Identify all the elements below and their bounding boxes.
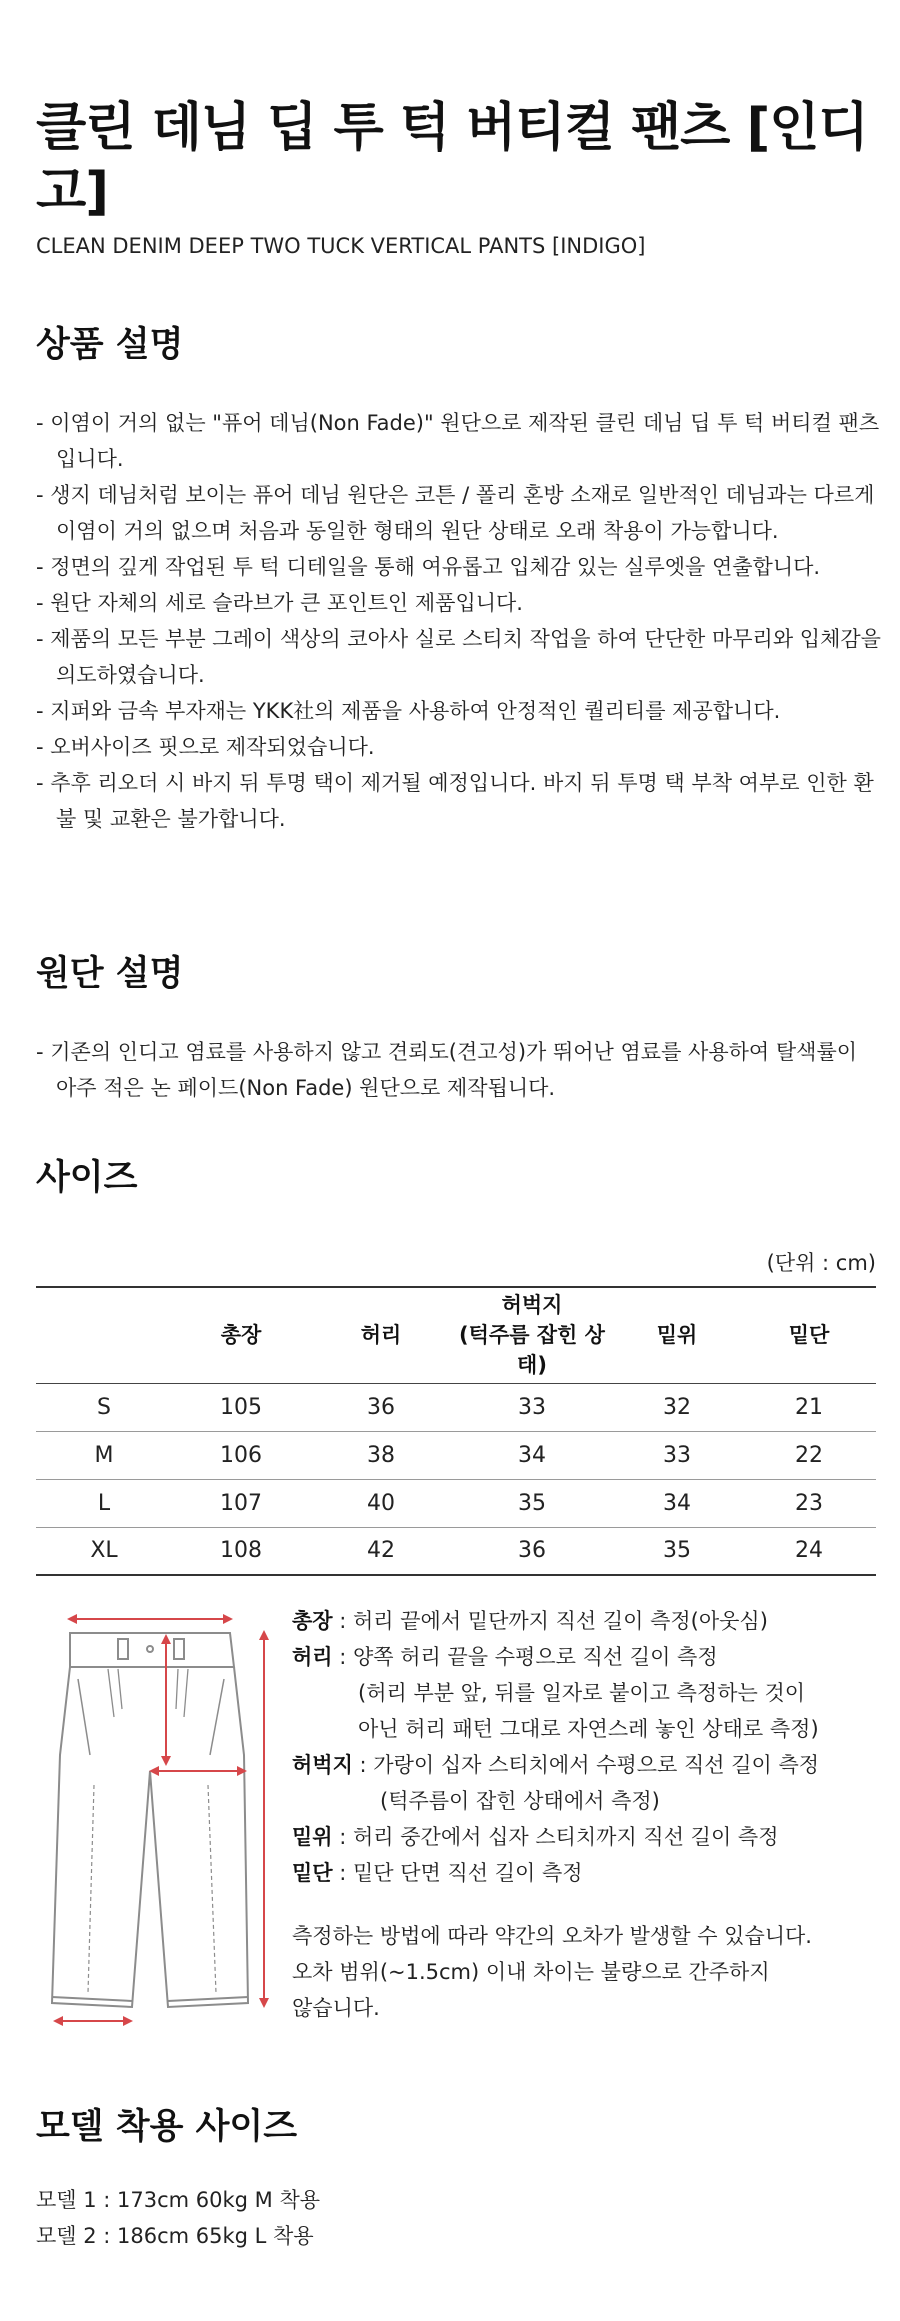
size-heading: 사이즈 <box>36 1158 138 1198</box>
size-table-header <box>36 1287 876 1383</box>
description-item: - 생지 데님처럼 보이는 퓨어 데님 원단은 코튼 / 폴리 혼방 소재로 일반적인 데님과는 다르게 이염이 거의 없으며 처음과 동일한 형태의 원단 상태로 오래 착용이 가능합니다. <box>36 483 875 543</box>
size-table-row <box>36 1527 876 1575</box>
size-label-cell: M <box>94 1442 114 1468</box>
description-heading: 상품 설명 <box>36 325 184 365</box>
size-value-cell: 107 <box>220 1490 262 1516</box>
pants-measurement-diagram <box>48 1605 278 2035</box>
note-line: 않습니다. <box>292 1996 380 2020</box>
description-item: - 정면의 깊게 작업된 투 턱 디테일을 통해 여유롭고 입체감 있는 실루엣을 연출합니다. <box>36 555 821 579</box>
fabric-list <box>36 1034 881 1106</box>
size-value-cell: 34 <box>663 1490 691 1516</box>
size-label-cell: L <box>97 1490 111 1516</box>
description-item: - 이염이 거의 없는 "퓨어 데님(Non Fade)" 원단으로 제작된 클린 데님 딥 투 턱 버티컬 팬츠입니다. <box>36 411 880 471</box>
size-value-cell: 35 <box>518 1490 546 1516</box>
description-item: - 오버사이즈 핏으로 제작되었습니다. <box>36 735 375 759</box>
size-table <box>36 1286 876 1576</box>
size-table-row <box>36 1383 876 1431</box>
guide-thigh: 허벅지 : 가랑이 십자 스티치에서 수평으로 직선 길이 측정 <box>292 1753 820 1777</box>
size-value-cell: 34 <box>518 1442 546 1468</box>
guide-total: 총장 : 허리 끝에서 밑단까지 직선 길이 측정(아웃심) <box>292 1609 768 1633</box>
description-item: - 원단 자체의 세로 슬라브가 큰 포인트인 제품입니다. <box>36 591 523 615</box>
size-value-cell: 23 <box>795 1490 823 1516</box>
guide-thigh-note: (턱주름이 잡힌 상태에서 측정) <box>380 1789 660 1813</box>
description-item: - 제품의 모든 부분 그레이 색상의 코아사 실로 스티치 작업을 하여 단단한 마무리와 입체감을 의도하였습니다. <box>36 627 881 687</box>
size-value-cell: 40 <box>367 1490 395 1516</box>
size-value-cell: 38 <box>367 1442 395 1468</box>
size-table-body <box>36 1383 876 1575</box>
size-table-row <box>36 1479 876 1527</box>
size-value-cell: 36 <box>367 1394 395 1420</box>
size-value-cell: 35 <box>663 1538 691 1564</box>
size-value-cell: 36 <box>518 1538 546 1564</box>
size-value-cell: 33 <box>518 1394 546 1420</box>
model-line: 모델 2 : 186cm 65kg L 착용 <box>36 2224 314 2248</box>
measurement-guide <box>292 1603 892 1891</box>
size-value-cell: 106 <box>220 1442 262 1468</box>
description-list <box>36 405 881 837</box>
size-value-cell: 32 <box>663 1394 691 1420</box>
guide-waist-note-1: (허리 부분 앞, 뒤를 일자로 붙이고 측정하는 것이 <box>358 1681 806 1705</box>
measurement-note <box>292 1918 892 2026</box>
size-value-cell: 108 <box>220 1538 262 1564</box>
product-subtitle: CLEAN DENIM DEEP TWO TUCK VERTICAL PANTS [INDIGO] <box>36 234 646 258</box>
size-label-cell: S <box>97 1394 111 1420</box>
size-value-cell: 33 <box>663 1442 691 1468</box>
guide-waist: 허리 : 양쪽 허리 끝을 수평으로 직선 길이 측정 <box>292 1645 718 1669</box>
description-item: - 추후 리오더 시 바지 뒤 투명 택이 제거될 예정입니다. 바지 뒤 투명 택 부착 여부로 인한 환불 및 교환은 불가합니다. <box>36 771 874 831</box>
fabric-heading: 원단 설명 <box>36 954 184 994</box>
size-value-cell: 24 <box>795 1538 823 1564</box>
size-table-column-header: 총장 <box>220 1323 262 1348</box>
size-value-cell: 22 <box>795 1442 823 1468</box>
size-value-cell: 42 <box>367 1538 395 1564</box>
guide-hem: 밑단 : 밑단 단면 직선 길이 측정 <box>292 1861 583 1885</box>
size-value-cell: 105 <box>220 1394 262 1420</box>
fabric-item: - 기존의 인디고 염료를 사용하지 않고 견뢰도(견고성)가 뛰어난 염료를 사용하여 탈색률이 아주 적은 논 페이드(Non Fade) 원단으로 제작됩니다. <box>36 1040 858 1100</box>
note-line: 측정하는 방법에 따라 약간의 오차가 발생할 수 있습니다. <box>292 1924 812 1948</box>
pants-outline-icon <box>52 1633 248 2007</box>
guide-waist-note-2: 아닌 허리 패턴 그대로 자연스레 놓인 상태로 측정) <box>358 1717 819 1741</box>
model-line: 모델 1 : 173cm 60kg M 착용 <box>36 2188 321 2212</box>
size-label-cell: XL <box>90 1538 118 1564</box>
size-unit: (단위 : cm) <box>766 1251 876 1275</box>
note-line: 오차 범위(~1.5cm) 이내 차이는 불량으로 간주하지 <box>292 1960 770 1984</box>
size-table-row <box>36 1431 876 1479</box>
size-table-column-header: 허벅지 (턱주름 잡힌 상태) <box>459 1293 605 1378</box>
size-table-column-header <box>36 1287 172 1383</box>
size-table-column-header: 허리 <box>360 1323 402 1348</box>
guide-rise: 밑위 : 허리 중간에서 십자 스티치까지 직선 길이 측정 <box>292 1825 779 1849</box>
model-info <box>36 2182 320 2254</box>
description-item: - 지퍼와 금속 부자재는 YKK社의 제품을 사용하여 안정적인 퀄리티를 제공합니다. <box>36 699 781 723</box>
size-table-column-header: 밑위 <box>656 1323 698 1348</box>
product-title: 클린 데님 딥 투 턱 버티컬 팬츠 [인디고] <box>36 98 868 222</box>
size-table-column-header: 밑단 <box>788 1323 830 1348</box>
size-value-cell: 21 <box>795 1394 823 1420</box>
model-heading: 모델 착용 사이즈 <box>36 2107 298 2147</box>
